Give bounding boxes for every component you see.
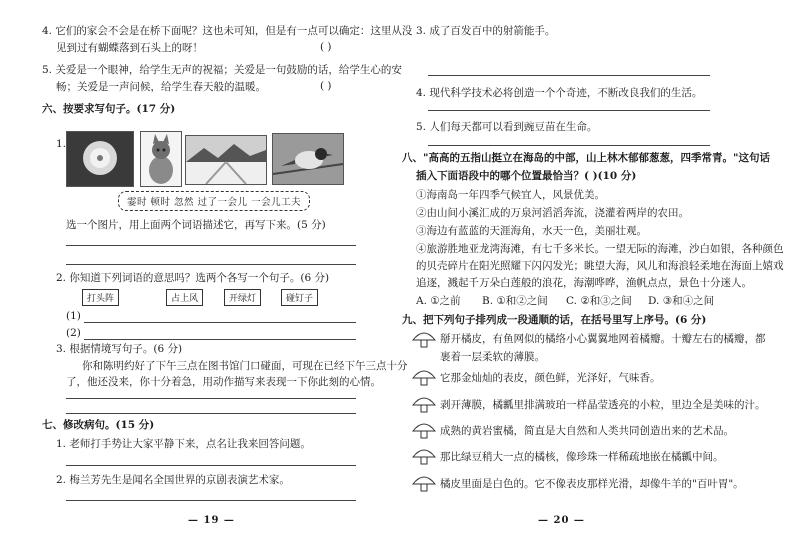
mushroom-sentence-1a: 掰开橘皮，有鱼网似的橘络小心翼翼地网着橘瓣。十瓣左右的橘瓣，都	[440, 333, 766, 345]
passage-4c: 追逐，溅起千万朵白莲般的浪花，海潮哗哗，渔帆点点，景色十分迷人。	[416, 277, 752, 289]
snowy-park-photo[interactable]	[185, 135, 267, 185]
mushroom-sentence-3: 剥开薄膜，橘瓤里排满玻珀一样晶莹透亮的小粒，里边全是美味的汁。	[440, 399, 766, 411]
idiom-tag-2: 占上风	[166, 289, 203, 306]
q1-number: 1.	[56, 138, 67, 150]
page-number: — 20 —	[538, 515, 585, 526]
answer-paren-4[interactable]: ( )	[320, 41, 332, 53]
option-c[interactable]: C. ②和③之间	[566, 295, 632, 307]
blank-label-1: (1)	[66, 310, 81, 322]
mushroom-sentence-2: 它那金灿灿的表皮，颜色鲜，光泽好，气味香。	[440, 372, 661, 384]
q3-task: 3. 根据情境写句子。(6 分)	[56, 343, 183, 355]
answer-line[interactable]	[66, 413, 356, 414]
option-d[interactable]: D. ③和④之间	[648, 295, 715, 307]
q2-task: 2. 你知道下列词语的意思吗？选两个各写一个句子。(6 分)	[56, 272, 330, 284]
passage-4b: 的贝壳碎片在阳光照耀下闪闪发光；眺望大海，风儿和海浪轻柔地在海面上嬉戏	[416, 260, 784, 272]
q3-scenario-1: 你和陈明约好了下午三点在图书馆门口碰面，可现在已经下午三点十分	[82, 360, 408, 372]
answer-line[interactable]	[66, 465, 356, 466]
page-number: — 19 —	[188, 515, 235, 526]
sentence-5: 5. 人们每天都可以看到豌豆苗在生命。	[416, 121, 598, 133]
answer-line[interactable]	[66, 245, 356, 246]
answer-line[interactable]	[428, 110, 710, 111]
mushroom-answer-slot-icon[interactable]	[412, 368, 436, 386]
mushroom-answer-slot-icon[interactable]	[412, 330, 436, 348]
mushroom-answer-slot-icon[interactable]	[412, 474, 436, 492]
mushroom-answer-slot-icon[interactable]	[412, 421, 436, 439]
mushroom-sentence-4: 成熟的黄岩蜜橘，简直是大自然和人类共同创造出来的艺术品。	[440, 425, 734, 437]
page-20	[400, 0, 800, 560]
passage-3: ③海边有蓝蓝的天涯海角，水天一色，美丽壮观。	[416, 225, 647, 237]
section-9-heading: 九、把下列句子排列成一段通顺的话，在括号里写上序号。(6 分)	[402, 314, 707, 326]
answer-line[interactable]	[428, 145, 710, 146]
answer-line[interactable]	[84, 339, 356, 340]
sentence-1: 1. 老师打手势让大家平静下来，点名让我来回答问题。	[56, 438, 311, 450]
blank-label-2: (2)	[66, 327, 81, 339]
option-a[interactable]: A. ①之前	[416, 295, 461, 307]
mushroom-sentence-1b: 裹着一层柔软的薄膜。	[440, 351, 545, 363]
q3-scenario-2: 了，他还没来，你十分着急，用动作描写来表现一下你此刻的心情。	[66, 376, 381, 388]
answer-paren-5[interactable]: ( )	[320, 80, 332, 92]
mushroom-sentence-6: 橘皮里面是白色的。它不像表皮那样光滑，却像牛羊的"百叶胃"。	[440, 478, 744, 490]
section-8-heading: 八、"高高的五指山挺立在海岛的中部，山上林木郁郁葱葱，四季常青。"这句话	[402, 152, 770, 164]
passage-2: ②由山间小溪汇成的万泉河滔滔奔流，浇灌着两岸的农田。	[416, 207, 689, 219]
section-7-heading: 七、修改病句。(15 分)	[42, 419, 155, 431]
option-b[interactable]: B. ①和②之间	[482, 295, 548, 307]
sentence-4: 4. 现代科学技术必将创造一个个奇迹，不断改良我们的生活。	[416, 87, 703, 99]
section-8-question: 插入下面语段中的哪个位置最恰当？( )(10 分)	[416, 170, 637, 182]
question-5-cont: 畅；关爱是一声问候，给学生春天般的温暖。	[56, 81, 266, 93]
sentence-2: 2. 梅兰芳先生是闻名全国世界的京剧表演艺术家。	[56, 474, 290, 486]
question-4-cont: 见到过有蝴蝶落到石头上的呀！	[56, 42, 203, 54]
answer-line[interactable]	[66, 500, 356, 501]
q1-task: 选一个图片，用上面两个词语描述它，再写下来。(5 分)	[66, 219, 326, 231]
bird-photo[interactable]	[272, 133, 344, 185]
idiom-tag-4: 碰钉子	[281, 289, 318, 306]
idiom-tag-3: 开绿灯	[224, 289, 261, 306]
word-bank: 霎时 顿时 忽然 过了一会儿 一会儿工夫	[118, 191, 310, 211]
answer-line[interactable]	[428, 75, 710, 76]
passage-1: ①海南岛一年四季气候宜人，风景优美。	[416, 189, 605, 201]
passage-4a: ④旅游胜地亚龙湾海滩，有七千多米长。一望无际的海滩，沙白如银，各种颜色	[416, 243, 784, 255]
mushroom-answer-slot-icon[interactable]	[412, 447, 436, 465]
question-4: 4. 它们的家会不会是在桥下面呢？这也未可知，但是有一点可以确定：这里从没	[42, 25, 413, 37]
answer-line[interactable]	[84, 322, 356, 323]
mushroom-answer-slot-icon[interactable]	[412, 395, 436, 413]
idiom-tag-1: 打头阵	[82, 289, 119, 306]
answer-line[interactable]	[66, 264, 356, 265]
question-5: 5. 关爱是一个眼神，给学生无声的祝福；关爱是一句鼓励的话，给学生心的安	[42, 64, 402, 76]
answer-line[interactable]	[66, 398, 356, 399]
section-6-heading: 六、按要求写句子。(17 分)	[42, 103, 176, 115]
sentence-3: 3. 成了百发百中的射箭能手。	[416, 25, 556, 37]
dandelion-photo[interactable]	[66, 131, 134, 187]
mushroom-sentence-5: 那比绿豆稍大一点的橘核，像珍珠一样稀疏地嵌在橘瓤中间。	[440, 451, 724, 463]
kitten-photo[interactable]	[140, 131, 182, 187]
